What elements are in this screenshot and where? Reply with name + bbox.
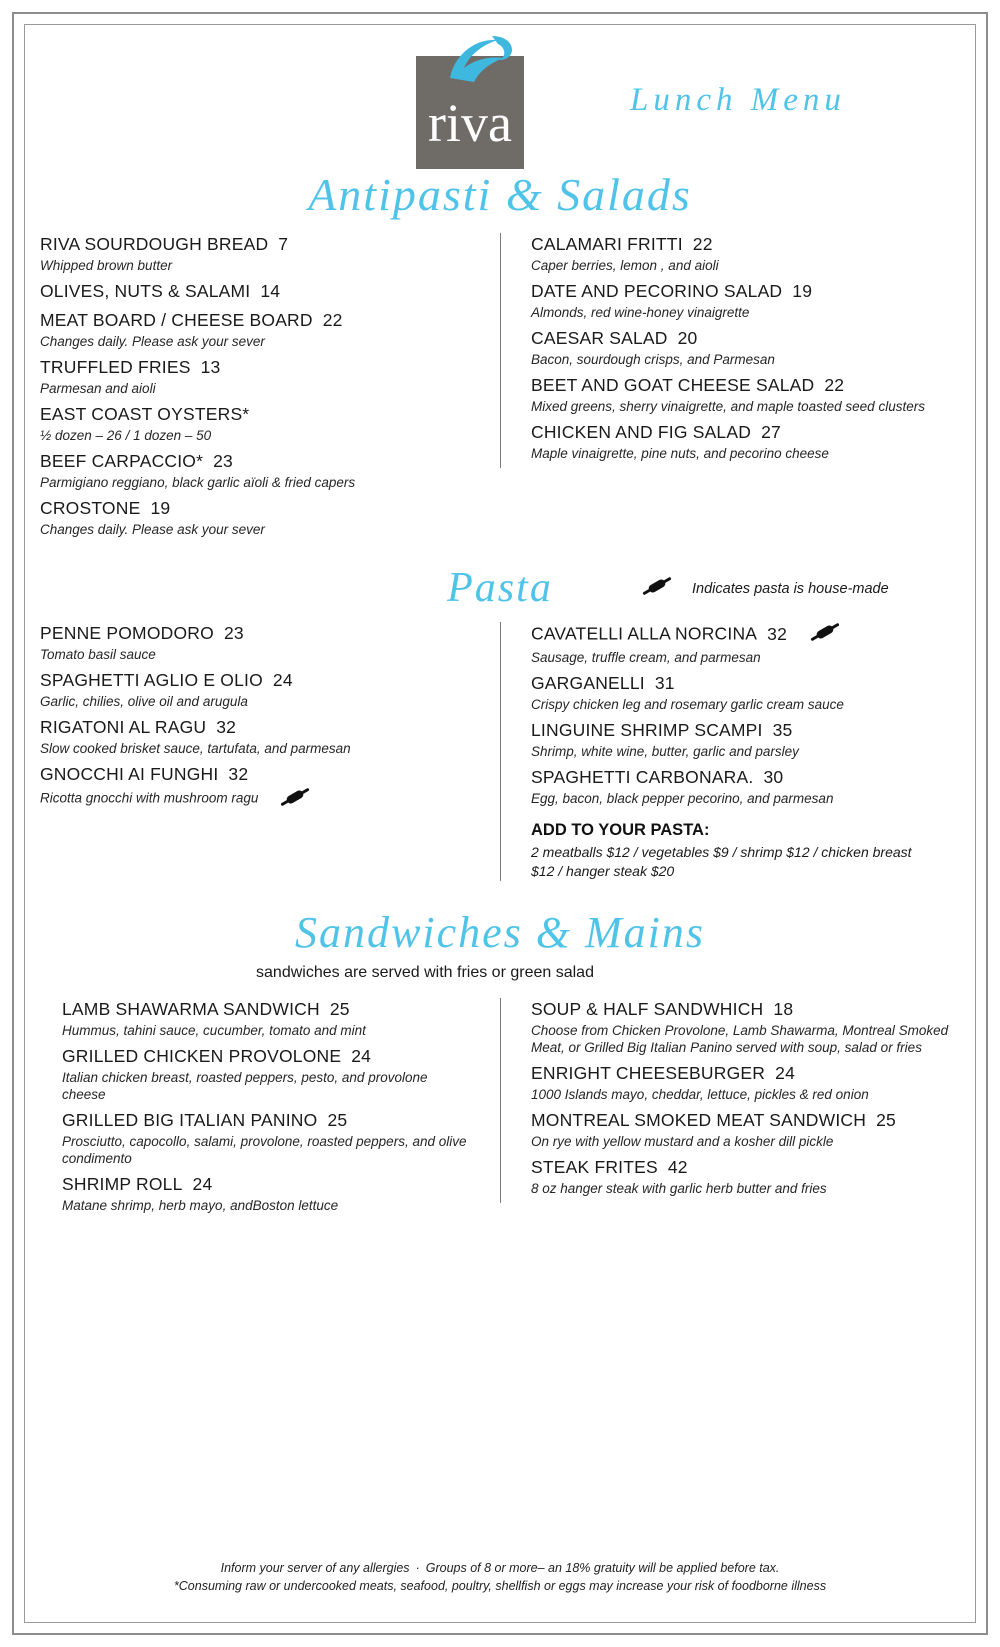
item-description: On rye with yellow mustard and a kosher dill pickle (531, 1134, 834, 1149)
item-name: GNOCCHI AI FUNGHI 32 (40, 764, 249, 784)
item-price: 23 (223, 623, 244, 643)
antipasti-right-column (500, 233, 960, 468)
antipasti-left-column (40, 233, 500, 544)
item-description: Maple vinaigrette, pine nuts, and pecorino cheese (531, 446, 829, 461)
item-price: 22 (824, 375, 845, 395)
menu-content (40, 34, 960, 1613)
sandwiches-columns (40, 998, 960, 1220)
menu-item (531, 1156, 960, 1197)
sandwiches-right-column (500, 998, 960, 1203)
item-price: 25 (876, 1110, 896, 1130)
menu-item (531, 327, 960, 368)
item-description: Matane shrimp, herb mayo, andBoston lettuce (62, 1198, 339, 1213)
item-price: 35 (772, 720, 793, 740)
menu-item (40, 450, 478, 491)
item-description: Egg, bacon, black pepper pecorino, and parmesan (531, 791, 834, 806)
item-description: Slow cooked brisket sauce, tartufata, and parmesan (40, 741, 351, 756)
rolling-pin-icon (278, 787, 312, 811)
item-name: SHRIMP ROLL 24 (62, 1174, 213, 1194)
item-price: 20 (677, 328, 698, 348)
item-description: 1000 Islands mayo, cheddar, lettuce, pickles & red onion (531, 1087, 869, 1102)
footer-line-1 (40, 1559, 960, 1577)
item-price: 18 (773, 999, 794, 1019)
footer-allergies-text: Inform your server of any allergies (220, 1561, 410, 1575)
menu-footer (40, 1559, 960, 1595)
footer-line-2: *Consuming raw or undercooked meats, seafood, poultry, shellfish or eggs may increase your risk of foodborne illness (173, 1579, 827, 1593)
item-name: RIGATONI AL RAGU 32 (40, 717, 237, 737)
item-name: MONTREAL SMOKED MEAT SANDWICH 25 (531, 1110, 896, 1130)
item-description: Choose from Chicken Provolone, Lamb Shawarma, Montreal Smoked Meat, or Grilled Big Italian Panino served with soup, salad or fries (531, 1023, 949, 1055)
item-name: STEAK FRITES 42 (531, 1157, 688, 1177)
item-description: Changes daily. Please ask your sever (40, 522, 265, 537)
menu-item (531, 998, 960, 1056)
item-price: 32 (767, 623, 788, 644)
item-description: Mixed greens, sherry vinaigrette, and maple toasted seed clusters (531, 399, 925, 414)
item-description: Tomato basil sauce (40, 647, 156, 662)
menu-item (531, 622, 960, 666)
section-title-sandwiches: Sandwiches & Mains (295, 908, 705, 957)
item-name: RIVA SOURDOUGH BREAD 7 (40, 234, 289, 254)
item-price: 30 (763, 767, 784, 787)
menu-item (62, 1109, 474, 1167)
menu-item (62, 998, 474, 1039)
item-price: 24 (775, 1063, 796, 1083)
footer-separator: · (415, 1561, 420, 1575)
pasta-header (40, 565, 960, 622)
item-description: 8 oz hanger steak with garlic herb butter and fries (531, 1181, 827, 1196)
menu-item (531, 374, 960, 415)
rolling-pin-icon (808, 622, 842, 648)
item-price: 22 (322, 310, 343, 330)
item-description: Hummus, tahini sauce, cucumber, tomato and mint (62, 1023, 366, 1038)
menu-item (40, 233, 478, 274)
item-price: 25 (329, 999, 350, 1019)
item-price: 32 (216, 717, 237, 737)
menu-item (62, 1173, 474, 1214)
item-description: Whipped brown butter (40, 258, 173, 273)
section-title-pasta: Pasta (447, 565, 553, 611)
menu-item (62, 1045, 474, 1103)
housemade-legend-text: Indicates pasta is house-made (692, 580, 889, 597)
item-name: MEAT BOARD / CHEESE BOARD 22 (40, 310, 343, 330)
item-description: Changes daily. Please ask your sever (40, 334, 265, 349)
section-title-antipasti: Antipasti & Salads (308, 169, 692, 220)
item-price: 24 (272, 670, 293, 690)
item-price: 7 (278, 234, 289, 254)
menu-item (531, 421, 960, 462)
item-price: 14 (260, 281, 281, 301)
add-to-pasta-title: ADD TO YOUR PASTA: (531, 821, 710, 839)
item-name: CROSTONE 19 (40, 498, 171, 518)
item-price: 32 (228, 764, 249, 784)
menu-item (40, 669, 478, 710)
item-price: 42 (667, 1157, 688, 1177)
item-description: Prosciutto, capocollo, salami, provolone, roasted peppers, and olive condimento (62, 1134, 467, 1166)
logo-wordmark: riva (428, 93, 512, 153)
item-name: GRILLED BIG ITALIAN PANINO 25 (62, 1110, 348, 1130)
item-name: OLIVES, NUTS & SALAMI 14 (40, 281, 281, 301)
item-description: ½ dozen – 26 / 1 dozen – 50 (40, 428, 212, 443)
item-price: 24 (192, 1174, 213, 1194)
rolling-pin-icon (640, 576, 674, 601)
item-price: 31 (654, 673, 675, 693)
add-to-pasta-description: 2 meatballs $12 / vegetables $9 / shrimp $12 / chicken breast $12 / hanger steak $20 (531, 844, 912, 879)
item-description: Crispy chicken leg and rosemary garlic cream sauce (531, 697, 844, 712)
item-name: ENRIGHT CHEESEBURGER 24 (531, 1063, 796, 1083)
menu-item (531, 719, 960, 760)
item-description: Sausage, truffle cream, and parmesan (531, 650, 761, 665)
item-description: Italian chicken breast, roasted peppers, pesto, and provolone cheese (62, 1070, 428, 1102)
housemade-legend (640, 576, 889, 601)
item-name: BEEF CARPACCIO* 23 (40, 451, 233, 471)
item-name: CHICKEN AND FIG SALAD 27 (531, 422, 781, 442)
item-name: DATE AND PECORINO SALAD 19 (531, 281, 813, 301)
item-description: Parmigiano reggiano, black garlic aïoli & fried capers (40, 475, 356, 490)
menu-title: Lunch Menu (630, 82, 846, 118)
menu-item (40, 280, 478, 303)
item-description: Shrimp, white wine, butter, garlic and parsley (531, 744, 799, 759)
item-name: SOUP & HALF SANDWHICH 18 (531, 999, 794, 1019)
item-price: 23 (213, 451, 233, 471)
menu-item (40, 497, 478, 538)
pasta-columns (40, 622, 960, 881)
item-price: 19 (792, 281, 813, 301)
antipasti-columns (40, 233, 960, 544)
menu-item (40, 716, 478, 757)
menu-item (531, 280, 960, 321)
item-name: LAMB SHAWARMA SANDWICH 25 (62, 999, 350, 1019)
item-name: PENNE POMODORO 23 (40, 623, 244, 643)
riva-swoosh-icon (448, 34, 514, 86)
item-name: EAST COAST OYSTERS* (40, 404, 250, 424)
item-description: Ricotta gnocchi with mushroom ragu (40, 787, 478, 811)
menu-item (40, 309, 478, 350)
menu-item (40, 622, 478, 663)
item-name: SPAGHETTI AGLIO E OLIO 24 (40, 670, 293, 690)
item-price: 24 (351, 1046, 372, 1066)
pasta-right-column (500, 622, 960, 881)
menu-item (531, 672, 960, 713)
menu-item (531, 1109, 960, 1150)
menu-item (40, 356, 478, 397)
item-price: 19 (150, 498, 171, 518)
item-name: SPAGHETTI CARBONARA. 30 (531, 767, 784, 787)
item-description: Almonds, red wine-honey vinaigrette (531, 305, 750, 320)
pasta-left-column (40, 622, 500, 817)
item-price: 25 (327, 1110, 348, 1130)
sandwiches-note: sandwiches are served with fries or green salad (256, 964, 594, 981)
menu-item (531, 766, 960, 807)
riva-logo (416, 34, 524, 169)
item-description: Parmesan and aioli (40, 381, 156, 396)
item-name: BEET AND GOAT CHEESE SALAD 22 (531, 375, 845, 395)
item-price: 27 (761, 422, 781, 442)
menu-item (40, 403, 478, 444)
item-description: Bacon, sourdough crisps, and Parmesan (531, 352, 775, 367)
sandwiches-left-column (40, 998, 500, 1220)
item-name: GARGANELLI 31 (531, 673, 675, 693)
menu-item (531, 233, 960, 274)
item-name: CALAMARI FRITTI 22 (531, 234, 713, 254)
item-description: Garlic, chilies, olive oil and arugula (40, 694, 248, 709)
item-name: LINGUINE SHRIMP SCAMPI 35 (531, 720, 793, 740)
item-description: Caper berries, lemon , and aioli (531, 258, 719, 273)
item-name: GRILLED CHICKEN PROVOLONE 24 (62, 1046, 372, 1066)
item-price: 22 (692, 234, 713, 254)
footer-gratuity-text: Groups of 8 or more– an 18% gratuity will be applied before tax. (425, 1561, 780, 1575)
menu-header (40, 34, 960, 174)
menu-item (40, 763, 478, 811)
menu-item (531, 1062, 960, 1103)
item-name: CAVATELLI ALLA NORCINA 32 (531, 622, 960, 648)
item-price: 13 (200, 357, 221, 377)
item-name: CAESAR SALAD 20 (531, 328, 698, 348)
item-name: TRUFFLED FRIES 13 (40, 357, 221, 377)
